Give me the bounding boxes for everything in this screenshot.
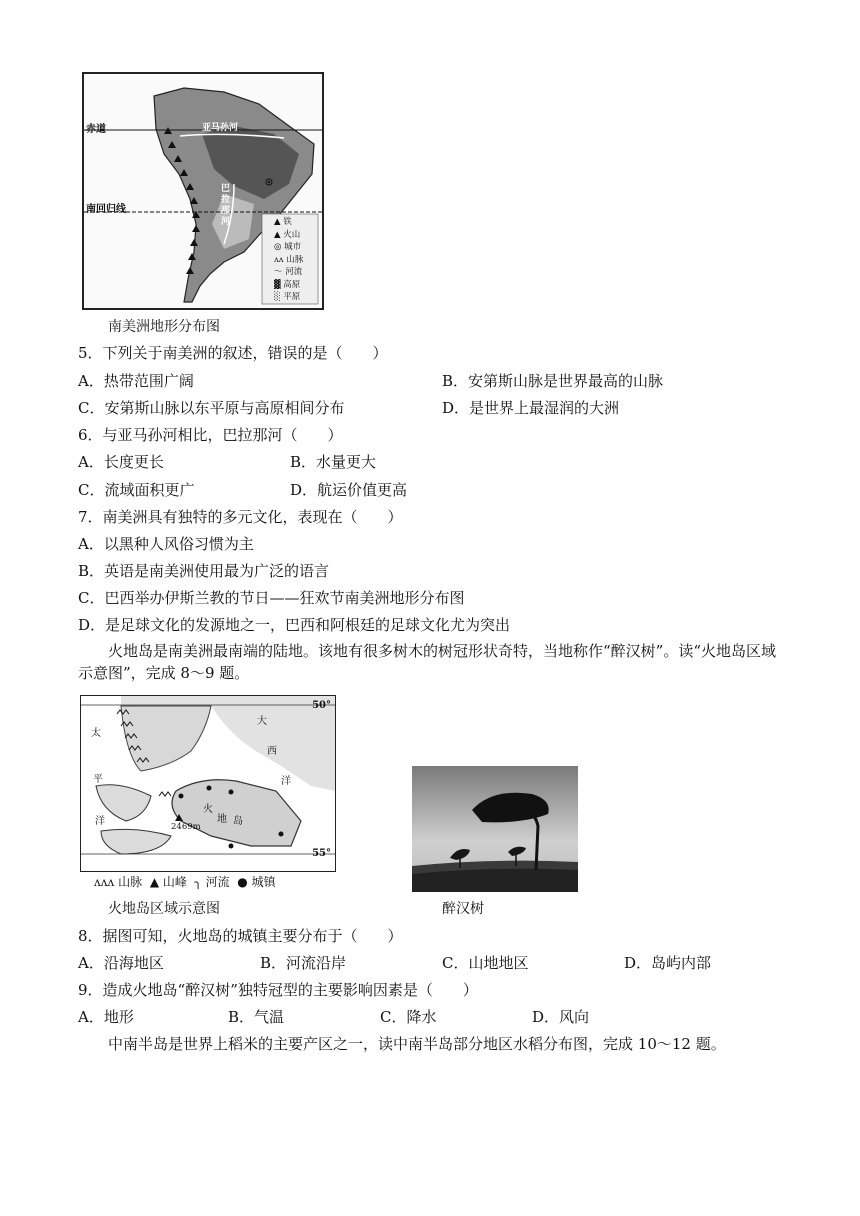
legend-plain: ░ 平原 <box>274 292 301 302</box>
fig3-caption: 醉汉树 <box>442 901 484 917</box>
q6-option-a[interactable]: A．长度更长 <box>78 453 164 471</box>
q9-option-c[interactable]: C．降水 <box>380 1008 437 1026</box>
drunken-tree-photo <box>412 766 578 892</box>
legend-river-icon: ╮ <box>194 875 202 889</box>
q5-option-b[interactable]: B．安第斯山脉是世界最高的山脉 <box>442 372 664 390</box>
tropic-label: 南回归线 <box>86 204 126 215</box>
q8-stem: 8．据图可知，火地岛的城镇主要分布于（ ） <box>78 927 403 945</box>
peak-elevation-label: 2469m <box>171 822 201 832</box>
atlantic-char-2: 西 <box>267 746 277 757</box>
intro-8-9: 火地岛是南美洲最南端的陆地。该地有很多树木的树冠形状奇特，当地称作“醉汉树”。读“火地岛区域示意图”，完成 8～9 题。 <box>78 642 777 682</box>
island-char-1: 火 <box>203 804 213 815</box>
tierra-del-fuego-map <box>80 695 336 872</box>
intro-10-12: 中南半岛是世界上稻米的主要产区之一，读中南半岛部分地区水稻分布图，完成 10～12 题。 <box>108 1035 726 1053</box>
q9-option-a[interactable]: A．地形 <box>78 1008 134 1026</box>
q8-option-a[interactable]: A．沿海地区 <box>78 954 164 972</box>
equator-label: 赤道 <box>86 124 106 135</box>
drunken-tree-graphic <box>412 766 578 892</box>
q7-stem: 7．南美洲具有独特的多元文化，表现在（ ） <box>78 508 403 526</box>
q7-option-b[interactable]: B．英语是南美洲使用最为广泛的语言 <box>78 562 330 580</box>
q5-option-d[interactable]: D．是世界上最湿润的大洲 <box>442 399 620 417</box>
q5-stem: 5．下列关于南美洲的叙述，错误的是（ ） <box>78 344 388 362</box>
legend-mountain-label: 山脉 <box>118 875 143 889</box>
tierra-del-fuego-graphic <box>81 696 335 871</box>
q8-option-b[interactable]: B．河流沿岸 <box>260 954 347 972</box>
south-america-map <box>82 72 324 310</box>
lat-55-label: 55° <box>312 848 331 859</box>
q7-option-a[interactable]: A．以黑种人风俗习惯为主 <box>78 535 254 553</box>
fig2-caption: 火地岛区域示意图 <box>108 901 220 917</box>
q6-option-c[interactable]: C．流域面积更广 <box>78 481 195 499</box>
island-char-2: 地 <box>217 814 227 825</box>
legend-mountain-icon: ʌʌʌ <box>94 875 115 889</box>
q9-option-d[interactable]: D．风向 <box>532 1008 590 1026</box>
legend-mountain: ʌʌ 山脉 <box>274 254 304 265</box>
q8-option-d[interactable]: D．岛屿内部 <box>624 954 712 972</box>
legend-river: ～ 河流 <box>274 267 303 277</box>
pacific-char-2: 平 <box>93 774 103 785</box>
q7-option-c[interactable]: C．巴西举办伊斯兰教的节日——狂欢节南美洲地形分布图 <box>78 589 465 607</box>
pacific-char-3: 洋 <box>95 816 105 827</box>
q6-option-b[interactable]: B．水量更大 <box>290 453 377 471</box>
atlantic-char-3: 洋 <box>281 776 291 787</box>
legend-iron: ▲ 铁 <box>274 217 292 227</box>
pacific-char-1: 太 <box>91 728 101 739</box>
q9-option-b[interactable]: B．气温 <box>228 1008 285 1026</box>
tdf-legend <box>94 874 276 890</box>
atlantic-char-1: 大 <box>257 716 267 727</box>
q7-option-d[interactable]: D．是足球文化的发源地之一，巴西和阿根廷的足球文化尤为突出 <box>78 616 511 634</box>
legend-plateau: ▓ 高原 <box>274 279 301 290</box>
q8-option-c[interactable]: C．山地地区 <box>442 954 529 972</box>
q6-option-d[interactable]: D．航运价值更高 <box>290 481 408 499</box>
q5-option-c[interactable]: C．安第斯山脉以东平原与高原相间分布 <box>78 399 345 417</box>
parana-label: 巴拉那河 <box>221 184 231 227</box>
legend-river-label: 河流 <box>205 875 230 889</box>
legend-city: ◎ 城市 <box>274 242 302 252</box>
legend-town-label: 城镇 <box>251 875 276 889</box>
island-char-3: 岛 <box>233 816 243 827</box>
lat-50-label: 50° <box>312 700 331 711</box>
legend-town-icon: ● <box>237 875 248 889</box>
map-legend <box>274 216 303 304</box>
fig1-caption: 南美洲地形分布图 <box>108 319 220 335</box>
amazon-label: 亚马孙河 <box>202 123 239 133</box>
q6-stem: 6．与亚马孙河相比，巴拉那河（ ） <box>78 426 343 444</box>
q9-stem: 9．造成火地岛“醉汉树”独特冠型的主要影响因素是（ ） <box>78 981 478 999</box>
legend-peak-icon: ▲ <box>149 875 160 889</box>
q5-option-a[interactable]: A．热带范围广阔 <box>78 372 194 390</box>
legend-volcano: ▲ 火山 <box>274 229 301 240</box>
legend-peak-label: 山峰 <box>162 875 187 889</box>
